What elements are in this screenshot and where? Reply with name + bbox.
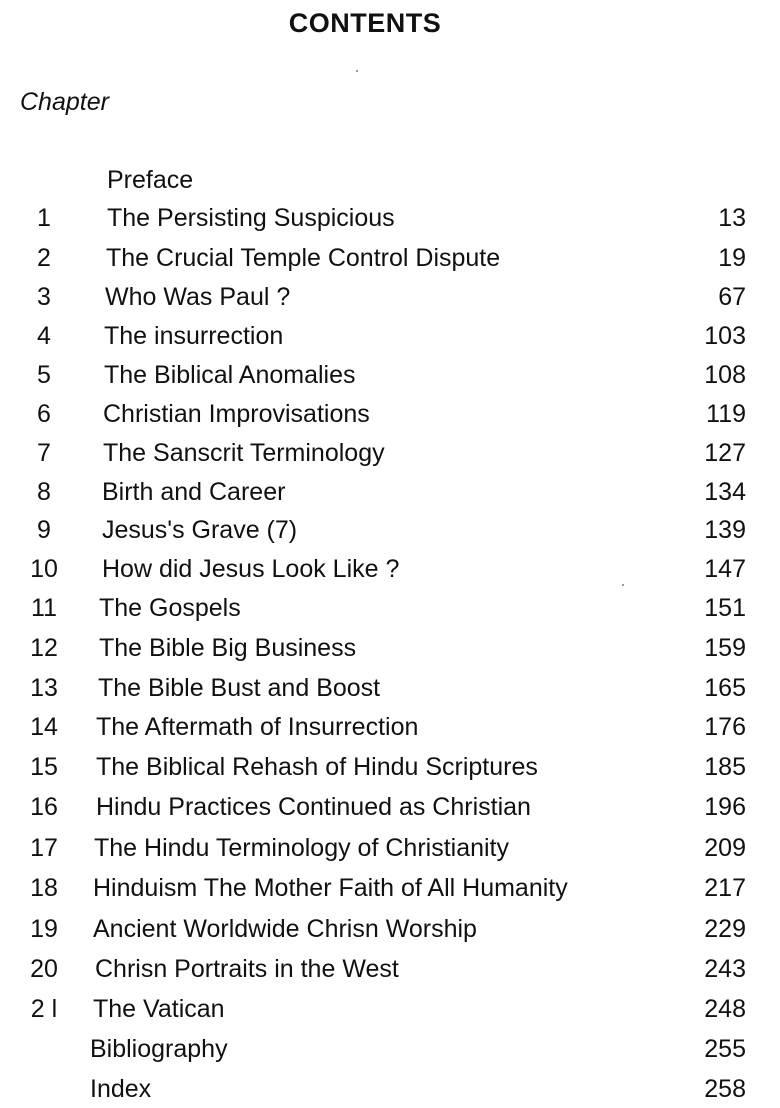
chapter-title: Chrisn Portraits in the West <box>95 955 399 983</box>
page-title: CONTENTS <box>288 8 442 38</box>
chapter-title: Hindu Practices Continued as Christian <box>96 793 531 821</box>
toc-entry <box>0 279 780 315</box>
page-number: 229 <box>704 915 746 943</box>
chapter-number: 2 <box>37 244 51 272</box>
page-number: 217 <box>704 874 746 902</box>
toc-entry <box>0 630 780 666</box>
scan-speck <box>356 70 358 72</box>
page-number: 255 <box>704 1035 746 1063</box>
chapter-number: 6 <box>37 400 51 428</box>
page-number: 108 <box>704 361 746 389</box>
toc-entry <box>0 1071 780 1107</box>
toc-entry <box>0 162 780 198</box>
toc-entry <box>0 709 780 745</box>
page-number: 103 <box>704 322 746 350</box>
chapter-title: The Hindu Terminology of Christianity <box>94 834 510 862</box>
page-number: 185 <box>704 753 746 781</box>
chapter-title: The Persisting Suspicious <box>107 204 395 232</box>
toc-entry <box>0 1031 780 1067</box>
chapter-number: 19 <box>30 915 58 943</box>
chapter-number: 10 <box>30 555 58 583</box>
chapter-title: The Bible Bust and Boost <box>98 674 381 702</box>
chapter-title: The Bible Big Business <box>99 634 357 662</box>
page-number: 19 <box>718 244 746 272</box>
chapter-number: 8 <box>37 478 51 506</box>
chapter-number: 2 l <box>30 995 58 1023</box>
page-number: 147 <box>704 555 746 583</box>
chapter-title: Who Was Paul ? <box>105 283 291 311</box>
chapter-title: How did Jesus Look Like ? <box>102 555 400 583</box>
toc-entry <box>0 200 780 236</box>
chapter-number: 5 <box>37 361 51 389</box>
page-number: 13 <box>718 204 746 232</box>
toc-entry <box>0 396 780 432</box>
chapter-title: The Sanscrit Terminology <box>103 439 385 467</box>
toc-entry <box>0 670 780 706</box>
toc-entry <box>0 830 780 866</box>
chapter-title: Index <box>90 1075 152 1103</box>
chapter-column-heading: Chapter <box>20 88 109 116</box>
page-number: 151 <box>704 594 746 622</box>
chapter-number: 9 <box>37 516 51 544</box>
toc-entry <box>0 991 780 1027</box>
page-number: 196 <box>704 793 746 821</box>
toc-entry <box>0 512 780 548</box>
chapter-number: 20 <box>30 955 58 983</box>
chapter-title: The Vatican <box>93 995 225 1023</box>
page-number: 258 <box>704 1075 746 1103</box>
chapter-title: The Aftermath of Insurrection <box>96 713 419 741</box>
chapter-title: Ancient Worldwide Chrisn Worship <box>93 915 477 943</box>
chapter-number: 12 <box>30 634 58 662</box>
toc-entry <box>0 911 780 947</box>
chapter-title: Christian Improvisations <box>103 400 370 428</box>
chapter-number: 4 <box>37 322 51 350</box>
chapter-title: Hinduism The Mother Faith of All Humanity <box>93 874 568 902</box>
toc-entry <box>0 474 780 510</box>
chapter-title: The Biblical Rehash of Hindu Scriptures <box>96 753 538 781</box>
chapter-number: 15 <box>30 753 58 781</box>
toc-entry <box>0 551 780 587</box>
chapter-number: 18 <box>30 874 58 902</box>
chapter-number: 1 <box>37 204 51 232</box>
page-number: 159 <box>704 634 746 662</box>
toc-entry <box>0 240 780 276</box>
page-number: 165 <box>704 674 746 702</box>
chapter-number: 17 <box>30 834 58 862</box>
chapter-title: Jesus's Grave (7) <box>102 516 298 544</box>
page-number: 139 <box>704 516 746 544</box>
chapter-number: 7 <box>37 439 51 467</box>
toc-entry <box>0 435 780 471</box>
toc-entry <box>0 590 780 626</box>
page-number: 119 <box>706 400 746 428</box>
page-number: 134 <box>704 478 746 506</box>
chapter-number: 16 <box>30 793 58 821</box>
chapter-title: Birth and Career <box>102 478 286 506</box>
toc-entry <box>0 749 780 785</box>
chapter-title: Preface <box>107 166 194 194</box>
chapter-title: The Gospels <box>99 594 241 622</box>
chapter-number: 14 <box>30 713 58 741</box>
toc-entry <box>0 357 780 393</box>
page-number: 248 <box>704 995 746 1023</box>
page-number: 243 <box>704 955 746 983</box>
chapter-title: The Biblical Anomalies <box>104 361 356 389</box>
chapter-title: The insurrection <box>104 322 284 350</box>
page-number: 176 <box>704 713 746 741</box>
page-number: 209 <box>704 834 746 862</box>
toc-entry <box>0 951 780 987</box>
page-number: 127 <box>704 439 746 467</box>
chapter-number: 13 <box>30 674 58 702</box>
chapter-number: 11 <box>31 594 57 622</box>
chapter-title: Bibliography <box>90 1035 228 1063</box>
toc-entry <box>0 789 780 825</box>
page-number: 67 <box>718 283 746 311</box>
chapter-number: 3 <box>37 283 51 311</box>
toc-entry <box>0 870 780 906</box>
chapter-title: The Crucial Temple Control Dispute <box>106 244 501 272</box>
toc-entry <box>0 318 780 354</box>
